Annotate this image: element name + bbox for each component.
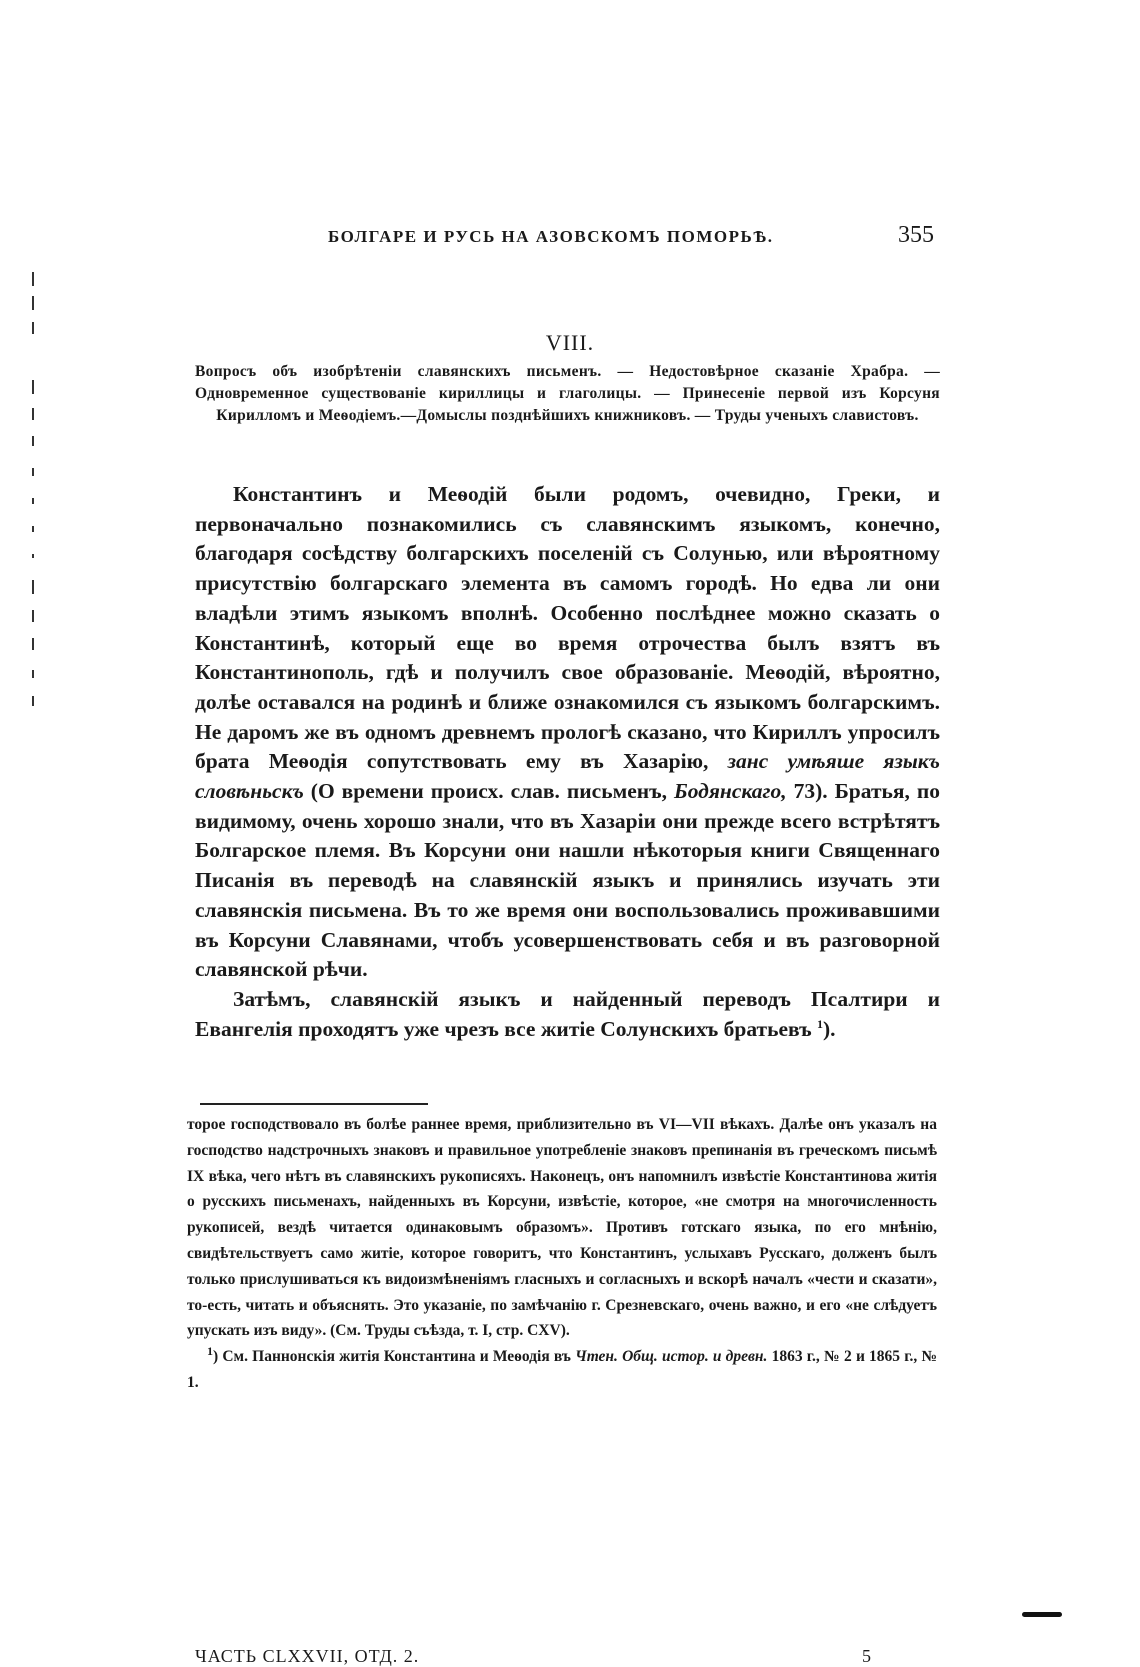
- footnotes: [187, 1112, 937, 1396]
- footnote-1-journal: Чтен. Общ. истор. и древн.: [575, 1348, 768, 1366]
- footnote-ref-1[interactable]: 1: [817, 1016, 823, 1031]
- scan-corner-mark: [1022, 1612, 1062, 1617]
- footnote-1-mark: 1: [207, 1344, 213, 1359]
- paragraph-1-text-c: 73). Братья, по видимому, очень хорошо знали, что въ Хазаріи они прежде всего встрѣтятъ Болгарское племя. Въ Корсуни они нашли нѣкоторыя книги Священнаго Писанія въ переводѣ на славянскій языкъ и принялись изучать эти славянскія письмена. Въ то же время они воспользовались проживавшими въ Корсуни Славянами, чтобъ усовершенствовать себя и въ разговорной славянской рѣчи.: [195, 779, 940, 982]
- paragraph-1-text-b: (О времени происх. слав. письменъ,: [310, 779, 668, 804]
- section-number: VIII.: [545, 330, 595, 355]
- paragraph-2-end: ).: [823, 1016, 836, 1041]
- main-text: [195, 480, 940, 1044]
- paragraph-1: [195, 480, 940, 985]
- signature-sheet-number: 5: [862, 1646, 871, 1666]
- footnote-continued: торое господствовало въ болѣе раннее время, приблизительно въ VI—VII вѣкахъ. Далѣе онъ указалъ на господство надстрочныхъ знаковъ и правильное употребленіе знаковъ препинанія въ греческомъ письмѣ IX вѣка, чего нѣтъ въ славянскихъ рукописяхъ. Наконецъ, онъ напомнилъ извѣстіе Константинова житія о русскихъ письменахъ, найденныхъ въ Корсуни, извѣстіе, которое, «не смотря на многочисленность рукописей, вездѣ читается одинаковымъ образомъ». Противъ готскаго языка, по его мнѣнію, свидѣтельствуетъ само житіе, которое говоритъ, что Константинъ, услыхавъ Русскаго, долженъ былъ только прислушиваться къ видоизмѣненіямъ гласныхъ и согласныхъ и вскорѣ началъ «чести и сказати», то-есть, читать и объяснять. Это указаніе, по замѣчанію г. Срезневскаго, очень важно, и его «не слѣдуетъ упускать изъ виду». (См. Труды съѣзда, т. I, стр. CXV).: [187, 1116, 937, 1340]
- footnote-1-text-b: 1863 г., № 2 и 1865 г., № 1.: [187, 1348, 938, 1391]
- old-slavonic-quote: занс умѣяше языкъ словѣньскъ: [195, 749, 941, 804]
- section-summary: Вопросъ объ изобрѣтеніи славянскихъ письменъ. — Недостовѣрное сказаніе Храбра. — Одновременное существованіе кириллицы и глаголицы. — Принесеніе первой изъ Корсуня Кирилломъ и Меѳодіемъ.—Домыслы позднѣйшихъ книжниковъ. — Труды ученыхъ славистовъ.: [195, 363, 940, 424]
- page-number: 355: [898, 222, 934, 248]
- signature-part: ЧАСТЬ CLXXVII, ОТД. 2.: [195, 1646, 420, 1666]
- running-title: БОЛГАРЕ И РУСЬ НА АЗОВСКОМЪ ПОМОРЬѢ.: [328, 227, 774, 246]
- paragraph-1-text-a: Константинъ и Меѳодій были родомъ, очевидно, Греки, и первоначально познакомились съ славянскимъ языкомъ, конечно, благодаря сосѣдству болгарскихъ поселеній съ Солунью, или вѣроятному присутствію болгарскаго элемента въ самомъ городѣ. Но едва ли они владѣли этимъ языкомъ вполнѣ. Особенно послѣднее можно сказать о Константинѣ, который еще во время отрочества былъ взятъ въ Константинополь, гдѣ и получилъ свое образованіе. Меѳодій, вѣроятно, долѣе оставался на родинѣ и ближе ознакомился съ языкомъ болгарскимъ. Не даромъ же въ одномъ древнемъ прологѣ сказано, что Кириллъ упросилъ брата Меѳодія сопутствовать ему въ Хазарію,: [195, 482, 940, 774]
- footnote-separator: [200, 1103, 428, 1105]
- footnote-1: [187, 1344, 937, 1396]
- cited-author: Бодянскаго,: [674, 779, 787, 804]
- paragraph-2: [195, 985, 940, 1044]
- paragraph-2-text: Затѣмъ, славянскій языкъ и найденный переводъ Псалтири и Евангелія проходятъ уже чрезъ все житіе Солунскихъ братьевъ: [195, 986, 940, 1041]
- footnote-1-text-a: ) См. Паннонскія житія Константина и Меѳодія въ: [213, 1348, 571, 1366]
